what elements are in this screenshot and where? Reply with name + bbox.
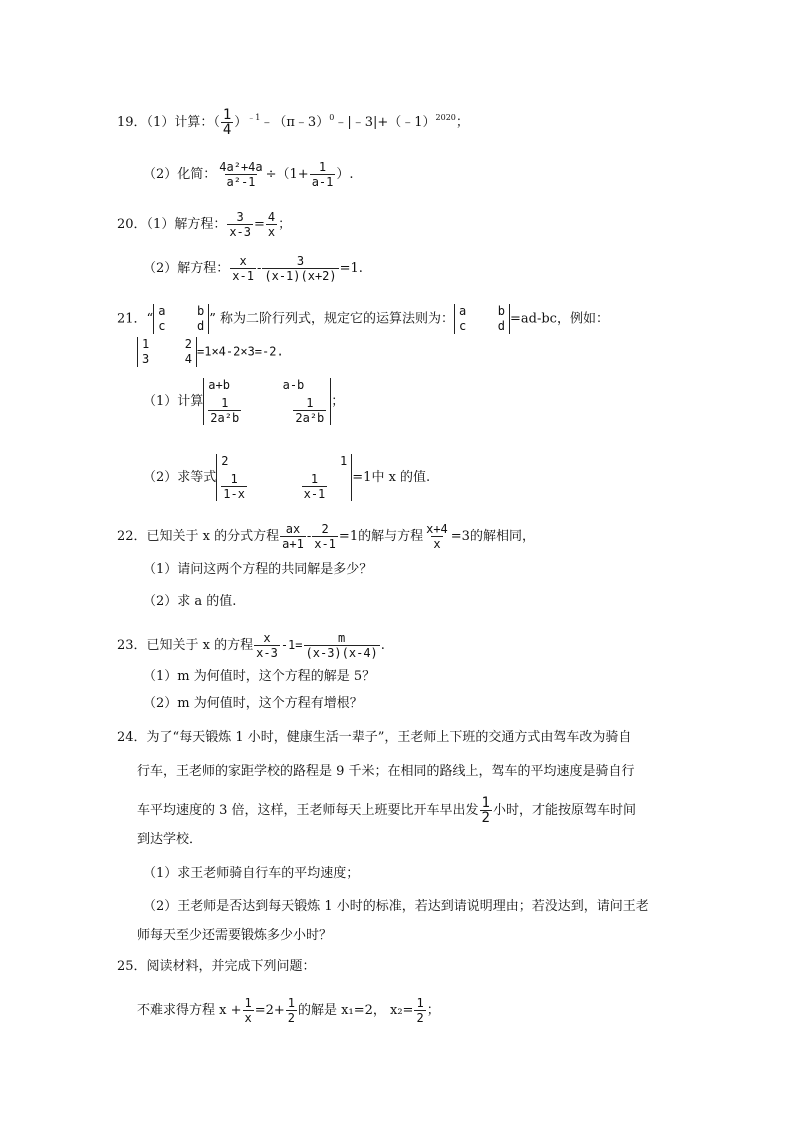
q19-p2-end: ）.	[336, 167, 354, 182]
frac-den: x	[267, 225, 276, 239]
frac-num: 3	[296, 254, 305, 268]
q25-line	[137, 996, 440, 1025]
q19-p1-label: 19．（1）计算：	[117, 115, 214, 130]
frac-den: x-3	[229, 225, 252, 239]
determinant-p1	[203, 378, 331, 425]
determinant-p2	[216, 454, 352, 501]
det-tl: 2	[221, 454, 229, 468]
frac-den: 2	[416, 1011, 424, 1025]
q21-intro-c: =ad-bc，例如：	[509, 311, 609, 327]
det-c: c	[158, 319, 166, 333]
frac-den: a²-1	[226, 175, 256, 189]
frac-den: 1-x	[223, 487, 245, 501]
frac-num: 1	[287, 996, 296, 1010]
q20-p1-end: ；	[278, 217, 292, 232]
q24-line3-b: 小时，才能按原驾车时间	[492, 803, 636, 818]
frac-num: x	[263, 631, 271, 645]
q21-p2-end: =1中 x 的值.	[352, 470, 431, 485]
q19-exp2: 0	[329, 113, 335, 122]
q20-p2-lfrac	[230, 254, 256, 283]
q20-p2-end: =1.	[339, 261, 363, 276]
q21-example	[137, 337, 284, 367]
frac-den: 2a²b	[295, 411, 325, 425]
frac-den: x	[433, 537, 441, 551]
q22-part1: （1）请问这两个方程的共同解是多少？	[143, 562, 373, 577]
det-d: d	[196, 319, 205, 333]
q19-expr-a: ）	[234, 115, 248, 130]
q20-p2-rfrac	[262, 254, 338, 283]
frac-num: 1	[222, 107, 232, 123]
q19-end: ；	[455, 115, 469, 130]
det-tr: 1	[340, 454, 348, 468]
det-b: b	[196, 304, 205, 318]
det-br	[293, 397, 326, 425]
q19-expr-c: ﹣|﹣3|+（﹣1）	[334, 115, 436, 130]
q24-line2: 行车，王老师的家距学校的路程是 9 千米；在相同的路线上，驾车的平均速度是骑自行	[137, 764, 635, 779]
q19-p2-label: （2）化简：	[143, 167, 217, 182]
frac-den: 4	[222, 122, 232, 138]
q25-frac3	[414, 996, 425, 1025]
q23-frac2	[304, 631, 380, 660]
q19-part2	[143, 160, 354, 189]
frac-num: 1	[306, 396, 314, 410]
q22-intro-a: 22．已知关于 x 的分式方程	[117, 529, 280, 544]
q22-intro-c: =3的解相同，	[450, 529, 535, 544]
frac-num: 1	[416, 996, 424, 1010]
det-b: b	[497, 304, 505, 318]
q21-example-result: =1×4-2×3=-2.	[197, 344, 284, 359]
determinant-abcd	[153, 304, 209, 334]
q23-part1: （1）m 为何值时，这个方程的解是 5？	[143, 669, 376, 684]
q21-part1	[143, 378, 344, 425]
frac-num: 4	[267, 210, 276, 224]
q23-intro	[117, 631, 385, 660]
q22-frac1	[280, 522, 306, 551]
q19-p2-fraction	[217, 160, 264, 189]
determinant-example	[137, 337, 197, 367]
frac-den: 2	[287, 1011, 296, 1025]
frac-num: 2	[321, 522, 329, 536]
q25-a: 不难求得方程 x +	[137, 1003, 242, 1018]
q23-mid: -1=	[280, 638, 303, 652]
q19-p1-fraction	[221, 108, 233, 137]
q22-intro-b: =1的解与方程	[338, 529, 424, 544]
det-bl	[221, 473, 247, 501]
q20-minus: -	[256, 261, 262, 276]
frac-den: a+1	[282, 537, 304, 551]
q24-line1: 24．为了“每天锻炼 1 小时，健康生活一辈子”，王老师上下班的交通方式由驾车改为骑自	[117, 730, 632, 745]
frac-den: (x-1)(x+2)	[264, 269, 337, 283]
q20-p1-label: 20．（1）解方程：	[117, 217, 227, 232]
q19-p2-mid: ÷（1+	[265, 167, 309, 182]
frac-den: x	[244, 1011, 252, 1025]
q20-part2	[143, 254, 363, 283]
q21-part2	[143, 454, 430, 501]
q23-frac1	[254, 631, 280, 660]
q21-intro	[117, 304, 609, 334]
det-a: a	[158, 304, 166, 318]
frac-num: 4a²+4a	[219, 160, 263, 174]
frac-num: 1	[310, 472, 319, 486]
det-tr: a-b	[282, 378, 305, 392]
frac-den: x-1	[314, 537, 336, 551]
q21-p1-end: ；	[331, 394, 345, 409]
q20-part1	[117, 210, 291, 239]
frac-num: 1	[230, 472, 238, 486]
frac-den: x-1	[303, 487, 326, 501]
determinant-abcd-rule	[454, 304, 510, 334]
q23-end: .	[380, 638, 385, 653]
q20-eq: =	[254, 217, 265, 232]
q22-part2: （2）求 a 的值.	[143, 594, 237, 609]
det-tl: a+b	[208, 378, 230, 392]
det-br	[302, 473, 328, 501]
frac-num: ax	[285, 522, 301, 536]
frac-num: 1	[318, 160, 327, 174]
frac-num: m	[338, 631, 346, 645]
frac-num: 1	[244, 996, 252, 1010]
q24-line3	[137, 796, 636, 825]
q24-line3-a: 车平均速度的 3 倍，这样，王老师每天上班要比开车早出发	[137, 803, 479, 818]
frac-den: a-1	[311, 175, 334, 189]
frac-num: x+4	[426, 522, 448, 536]
q19-expr-b: ﹣（π﹣3）	[260, 115, 330, 130]
frac-num: 1	[481, 795, 490, 811]
q22-intro	[117, 522, 535, 551]
q22-frac2	[312, 522, 338, 551]
q20-p1-lfrac	[227, 210, 253, 239]
q20-p2-label: （2）解方程：	[143, 261, 230, 276]
frac-den: 2a²b	[210, 411, 240, 425]
frac-den: x-1	[232, 269, 254, 283]
q25-frac1	[243, 996, 254, 1025]
q21-p2-label: （2）求等式	[143, 470, 217, 485]
det-d: d	[497, 319, 505, 333]
det-c: c	[458, 319, 467, 333]
q19-exp1: ﹣1	[247, 113, 261, 122]
frac-num: 3	[236, 210, 244, 224]
q24-part2a: （2）王老师是否达到每天锻炼 1 小时的标准，若达到请说明理由；若没达到，请问王老	[143, 899, 649, 914]
frac-den: x-3	[256, 646, 278, 660]
q25-c: 的解是 x₁=2， x₂=	[298, 1003, 414, 1018]
frac-den: 2	[481, 810, 490, 826]
q19-p2-fraction2	[310, 160, 336, 189]
q24-half	[480, 796, 492, 825]
q21-p1-label: （1）计算	[143, 394, 204, 409]
frac-num: x	[239, 254, 247, 268]
q22-frac3	[424, 522, 450, 551]
frac-num: 1	[221, 396, 229, 410]
q23-part2: （2）m 为何值时，这个方程有增根？	[143, 696, 363, 711]
det-2: 2	[184, 337, 192, 351]
q22-minus: -	[306, 529, 312, 544]
q25-frac2	[286, 996, 297, 1025]
q21-intro-b: ” 称为二阶行列式，规定它的运算法则为：	[209, 311, 454, 327]
det-3: 3	[142, 352, 150, 366]
q24-part2b: 师每天至少还需要锻炼多少小时？	[137, 928, 333, 943]
det-bl	[208, 397, 241, 425]
frac-den: (x-3)(x-4)	[305, 646, 378, 660]
det-1: 1	[142, 337, 150, 351]
det-4: 4	[184, 352, 192, 366]
q19-exp3: 2020	[435, 113, 456, 122]
det-a: a	[458, 304, 467, 318]
q24-part1: （1）求王老师骑自行车的平均速度；	[143, 866, 360, 881]
q23-intro-a: 23．已知关于 x 的方程	[117, 638, 254, 653]
q20-p1-rfrac	[266, 210, 277, 239]
q25-d: ；	[426, 1003, 440, 1018]
q25-b: =2+	[254, 1003, 285, 1018]
q19-part1: 19．（1）计算：（ $\frac{1}{4}$ ）$^{﹣1}$﹣（π﹣3）$^0$﹣|﹣3|+（﹣1）$^{2020}$；	[117, 107, 469, 138]
q24-line4: 到达学校．	[137, 832, 203, 847]
q21-intro-a: 21．“	[117, 311, 154, 327]
q25-intro: 25．阅读材料，并完成下列问题：	[117, 959, 316, 974]
